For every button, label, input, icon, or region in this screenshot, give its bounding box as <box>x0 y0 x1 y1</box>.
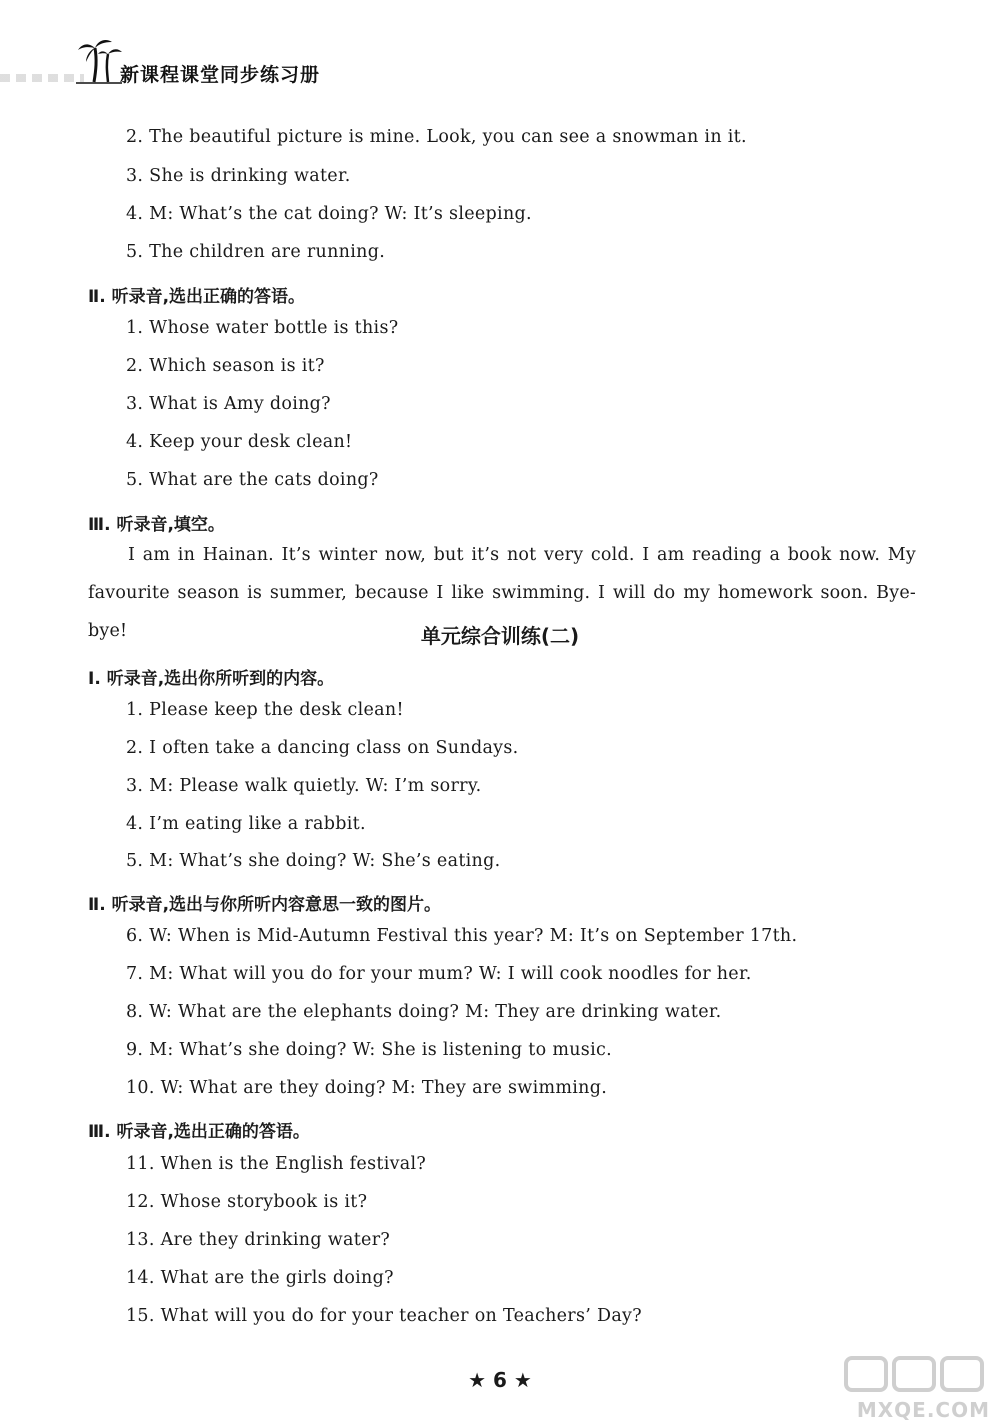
palm-tree-icon <box>74 34 124 84</box>
section-heading: Ⅱ. 听录音,选出与你所听内容意思一致的图片。 <box>88 895 442 915</box>
list-item: 5. The children are running. <box>126 242 386 262</box>
watermark <box>840 1352 990 1422</box>
list-item: 13. Are they drinking water? <box>126 1230 391 1250</box>
list-item: 2. The beautiful picture is mine. Look, you can see a snowman in it. <box>126 127 747 147</box>
list-item: 4. I’m eating like a rabbit. <box>126 814 366 834</box>
list-item: 12. Whose storybook is it? <box>126 1192 368 1212</box>
list-item: 4. Keep your desk clean! <box>126 432 353 452</box>
list-item: 4. M: What’s the cat doing? W: It’s sleeping. <box>126 204 532 224</box>
list-item: 14. What are the girls doing? <box>126 1268 394 1288</box>
page-number: ★ 6 ★ <box>468 1368 532 1392</box>
page-header <box>0 30 400 90</box>
section-heading: Ⅲ. 听录音,选出正确的答语。 <box>88 1122 310 1142</box>
passage-paragraph: I am in Hainan. It’s winter now, but it’s not very cold. I am reading a book now. My favourite season is summer, because I like swimming. I will do my homework soon. Bye-bye! <box>88 545 916 641</box>
unit-title: 单元综合训练(二) <box>420 624 580 648</box>
list-item: 5. M: What’s she doing? W: She’s eating. <box>126 851 501 871</box>
list-item: 8. W: What are the elephants doing? M: They are drinking water. <box>126 1002 722 1022</box>
list-item: 9. M: What’s she doing? W: She is listening to music. <box>126 1040 612 1060</box>
list-item: 10. W: What are they doing? M: They are swimming. <box>126 1078 608 1098</box>
list-item: 1. Whose water bottle is this? <box>126 318 399 338</box>
list-item: 1. Please keep the desk clean! <box>126 700 404 720</box>
list-item: 15. What will you do for your teacher on Teachers’ Day? <box>126 1306 642 1326</box>
book-title: 新课程课堂同步练习册 <box>120 64 321 86</box>
list-item: 6. W: When is Mid-Autumn Festival this year? M: It’s on September 17th. <box>126 926 798 946</box>
list-item: 2. Which season is it? <box>126 356 325 376</box>
list-item: 11. When is the English festival? <box>126 1154 427 1174</box>
header-dotted-rule <box>0 74 84 82</box>
list-item: 3. She is drinking water. <box>126 166 351 186</box>
section-heading: Ⅲ. 听录音,填空。 <box>88 515 225 535</box>
watermark-text: MXQE.COM <box>856 1398 990 1422</box>
watermark-logo-icon <box>840 1352 990 1396</box>
section-heading: Ⅱ. 听录音,选出正确的答语。 <box>88 287 306 307</box>
list-item: 5. What are the cats doing? <box>126 470 379 490</box>
list-item: 2. I often take a dancing class on Sundays. <box>126 738 519 758</box>
list-item: 7. M: What will you do for your mum? W: I will cook noodles for her. <box>126 964 752 984</box>
section-heading: Ⅰ. 听录音,选出你所听到的内容。 <box>88 669 335 689</box>
list-item: 3. M: Please walk quietly. W: I’m sorry. <box>126 776 482 796</box>
list-item: 3. What is Amy doing? <box>126 394 331 414</box>
